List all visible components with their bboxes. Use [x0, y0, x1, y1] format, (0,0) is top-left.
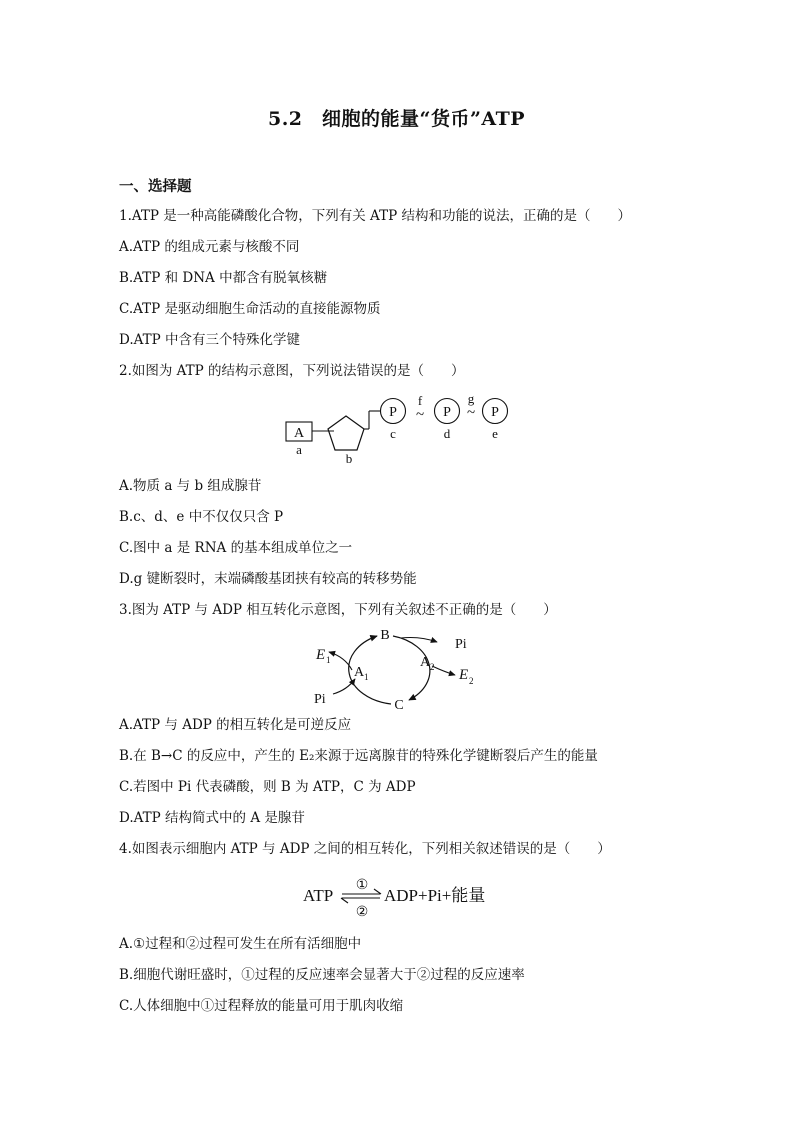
- section-heading: 一、选择题: [119, 178, 192, 195]
- svg-text:P: P: [491, 405, 499, 420]
- q3-option-d: D.ATP 结构简式中的 A 是腺苷: [119, 810, 305, 826]
- page-title: 5.2 细胞的能量“货币”ATP: [267, 108, 526, 130]
- q3-option-b: B.在 B→C 的反应中，产生的 E₂来源于远离腺苷的特殊化学键断裂后产生的能量: [119, 748, 598, 764]
- adenine-label: A: [293, 426, 305, 441]
- q2-option-d: D.g 键断裂时，末端磷酸基团挟有较高的转移势能: [119, 571, 417, 587]
- svg-text:P: P: [389, 405, 397, 420]
- equation-right: ADP+Pi+能量: [384, 886, 486, 905]
- q3-option-c: C.若图中 Pi 代表磷酸，则 B 为 ATP，C 为 ADP: [119, 779, 416, 795]
- equation-top: ①: [355, 878, 369, 893]
- e2-arrow: [432, 666, 455, 675]
- label-e: e: [492, 426, 498, 441]
- label-b: b: [345, 451, 353, 466]
- a1-label: A: [354, 665, 365, 680]
- svg-text:2: 2: [430, 662, 435, 672]
- svg-text:1: 1: [326, 655, 331, 665]
- atp-adp-cycle-figure: [305, 624, 495, 714]
- q3-stem: 3.图为 ATP 与 ADP 相互转化示意图，下列有关叙述不正确的是（ ）: [119, 602, 557, 618]
- q2-option-b: B.c、d、e 中不仅仅只含 P: [119, 509, 284, 525]
- bond-f-tilde: ~: [415, 407, 425, 423]
- q2-option-a: A.物质 a 与 b 组成腺苷: [119, 478, 262, 494]
- a2-label: A: [420, 655, 431, 670]
- atp-adp-equation-figure: [300, 872, 500, 920]
- q1-option-b: B.ATP 和 DNA 中都含有脱氧核糖: [119, 270, 328, 286]
- atp-structure-figure: [280, 392, 520, 468]
- e2-label: E: [459, 667, 469, 683]
- q4-option-a: A.①过程和②过程可发生在所有活细胞中: [119, 936, 362, 952]
- pi-top-label: Pi: [455, 637, 467, 652]
- svg-text:2: 2: [469, 676, 474, 686]
- q1-option-a: A.ATP 的组成元素与核酸不同: [119, 239, 300, 255]
- q2-stem: 2.如图为 ATP 的结构示意图，下列说法错误的是（ ）: [119, 363, 465, 379]
- node-b: B: [380, 628, 390, 643]
- equation-bottom: ②: [355, 905, 369, 920]
- bond-g-tilde: ~: [466, 405, 476, 421]
- q4-option-b: B.细胞代谢旺盛时，①过程的反应速率会显著大于②过程的反应速率: [119, 967, 525, 983]
- q3-option-a: A.ATP 与 ADP 的相互转化是可逆反应: [119, 717, 352, 733]
- q4-stem: 4.如图表示细胞内 ATP 与 ADP 之间的相互转化，下列相关叙述错误的是（ ）: [119, 841, 611, 857]
- q1-stem: 1.ATP 是一种高能磷酸化合物，下列有关 ATP 结构和功能的说法，正确的是（ ）: [119, 208, 631, 224]
- equation-left: ATP: [303, 886, 334, 905]
- q1-option-c: C.ATP 是驱动细胞生命活动的直接能源物质: [119, 301, 381, 317]
- q1-option-d: D.ATP 中含有三个特殊化学键: [119, 332, 301, 348]
- q2-option-c: C.图中 a 是 RNA 的基本组成单位之一: [119, 540, 353, 556]
- ribose-pentagon: [328, 416, 364, 450]
- e1-label: E: [316, 647, 326, 663]
- label-a: a: [296, 442, 302, 457]
- svg-text:P: P: [443, 405, 451, 420]
- svg-text:1: 1: [364, 672, 369, 682]
- pi-bottom-label: Pi: [314, 692, 326, 707]
- label-c: c: [390, 426, 396, 441]
- q4-option-c: C.人体细胞中①过程释放的能量可用于肌肉收缩: [119, 998, 404, 1014]
- node-c: C: [394, 698, 404, 713]
- label-d: d: [443, 426, 451, 441]
- bond-f-label: f: [417, 393, 423, 408]
- bond-g-label: g: [467, 392, 475, 406]
